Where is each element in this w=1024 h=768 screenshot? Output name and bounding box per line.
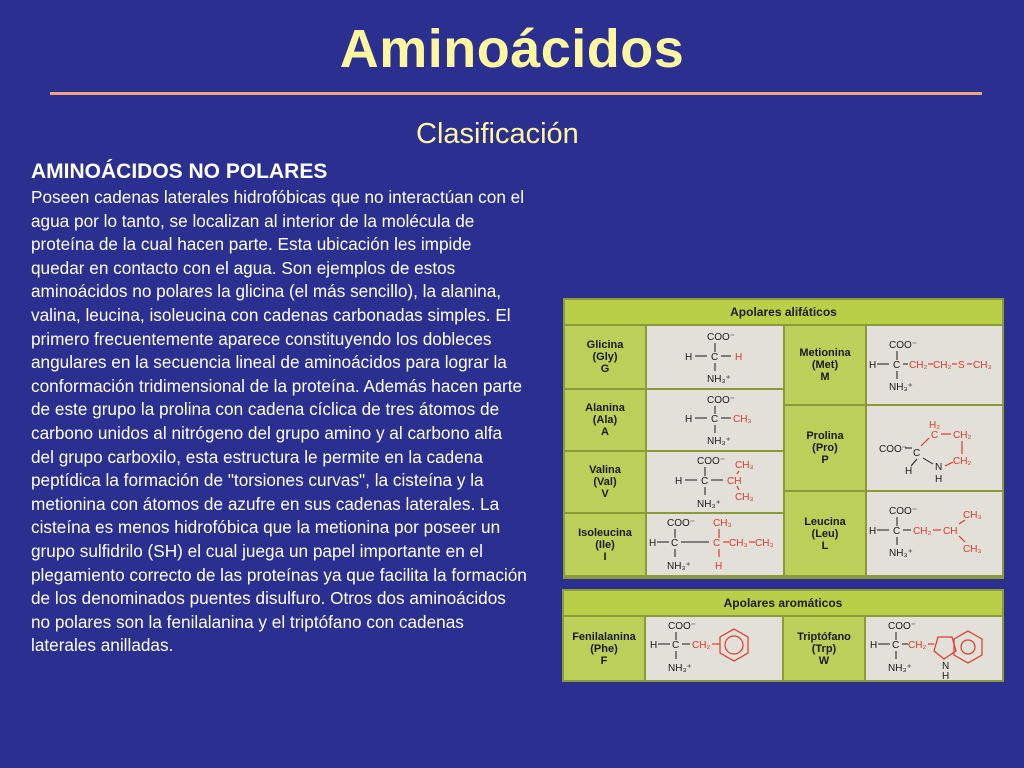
h2-label: H₂ bbox=[929, 420, 941, 431]
amino-acid-name: Isoleucina bbox=[578, 526, 632, 539]
c-label: C bbox=[892, 640, 900, 651]
amino-acid-code: G bbox=[600, 363, 610, 375]
amino-acid-abbr: (Leu) bbox=[811, 527, 839, 540]
amino-acid-code: P bbox=[821, 454, 829, 466]
nh3-label: NH₃⁺ bbox=[888, 663, 912, 674]
slide-title: Aminoácidos bbox=[339, 19, 685, 79]
n-label: N bbox=[935, 462, 943, 473]
ch3-label: CH₃ bbox=[729, 538, 748, 549]
ch3-label: CH₃ bbox=[735, 492, 754, 503]
ch3-label: CH₃ bbox=[963, 544, 982, 555]
h-label: H bbox=[869, 526, 877, 537]
c-label: C bbox=[931, 430, 939, 441]
h-label: H bbox=[942, 671, 950, 679]
ch2-label: CH₂ bbox=[909, 360, 928, 371]
amino-acid-name-cell bbox=[784, 617, 866, 680]
table-row-valina bbox=[565, 452, 785, 514]
amino-acid-name: Prolina bbox=[806, 430, 844, 442]
ch2-label: CH₂ bbox=[953, 430, 972, 441]
c-sidechain-label: C bbox=[713, 538, 721, 549]
ch3-sidechain-label: CH₃ bbox=[733, 414, 752, 425]
amino-acid-name: Alanina bbox=[585, 402, 625, 414]
nh3-label: NH₃⁺ bbox=[667, 561, 691, 572]
ch-label: CH bbox=[727, 476, 742, 487]
coo-label: COO⁻ bbox=[889, 506, 918, 517]
coo-label: COO⁻ bbox=[667, 518, 696, 529]
amino-acid-name-cell bbox=[785, 406, 867, 492]
aromatic-amino-acids-table bbox=[562, 589, 1004, 682]
amino-acid-abbr: (Phe) bbox=[590, 642, 618, 655]
c-label: C bbox=[671, 538, 679, 549]
h-label: H bbox=[869, 360, 877, 371]
amino-acid-name-cell bbox=[565, 452, 647, 514]
phenylalanine-structure bbox=[646, 617, 784, 680]
ch3-label: CH₃ bbox=[973, 360, 992, 371]
ch3-label: CH₃ bbox=[755, 538, 774, 549]
aromatic-table-header: Apolares aromáticos bbox=[564, 591, 1002, 617]
table-row-glicina bbox=[565, 326, 785, 390]
c-label: C bbox=[701, 476, 709, 487]
amino-acid-abbr: (Ala) bbox=[592, 414, 618, 426]
aliphatic-table-header: Apolares alifáticos bbox=[565, 300, 1002, 326]
amino-acid-abbr: (Met) bbox=[811, 359, 839, 371]
h-label: H bbox=[935, 474, 943, 485]
ch2-label: CH₂ bbox=[933, 360, 952, 371]
amino-acid-name: Valina bbox=[589, 464, 621, 476]
coo-label: COO⁻ bbox=[889, 340, 918, 351]
coo-label: COO⁻ bbox=[697, 456, 726, 467]
amino-acid-abbr: (Gly) bbox=[592, 351, 618, 363]
c-label: C bbox=[913, 448, 921, 459]
h-label: H bbox=[649, 538, 657, 549]
table-row-leucina bbox=[785, 492, 1002, 577]
amino-acid-name-cell bbox=[564, 617, 646, 680]
h-sidechain-label: H bbox=[735, 352, 743, 363]
c-label: C bbox=[711, 414, 719, 425]
amino-acid-code: F bbox=[600, 654, 608, 667]
methionine-structure bbox=[867, 326, 1002, 406]
amino-acid-name: Leucina bbox=[804, 515, 846, 528]
coo-label: COO⁻ bbox=[888, 621, 917, 632]
amino-acid-abbr: (Trp) bbox=[811, 642, 837, 655]
coo-label: COO⁻ bbox=[707, 332, 736, 343]
amino-acid-code: I bbox=[603, 550, 607, 563]
ch3-label: CH₃ bbox=[735, 460, 754, 471]
amino-acid-code: A bbox=[601, 426, 609, 438]
indole-ring-icon bbox=[934, 637, 956, 659]
nh3-label: NH₃⁺ bbox=[707, 436, 731, 447]
amino-acid-name-cell bbox=[785, 326, 867, 406]
c-label: C bbox=[893, 526, 901, 537]
slide-subtitle: Clasificación bbox=[416, 118, 579, 150]
c-label: C bbox=[711, 352, 719, 363]
alanine-structure bbox=[647, 390, 785, 452]
leucine-structure bbox=[867, 492, 1002, 577]
amino-acid-code: W bbox=[818, 654, 830, 667]
amino-acid-name: Metionina bbox=[799, 347, 851, 359]
ch2-label: CH₂ bbox=[692, 640, 711, 651]
coo-label: COO⁻ bbox=[668, 621, 697, 632]
glycine-structure bbox=[647, 326, 785, 390]
h-label: H bbox=[715, 561, 723, 572]
table-row-prolina bbox=[785, 406, 1002, 492]
nh3-label: NH₃⁺ bbox=[697, 499, 721, 510]
table-row-triptofano bbox=[784, 617, 1002, 680]
section-heading: AMINOÁCIDOS NO POLARES bbox=[31, 160, 328, 183]
h-label: H bbox=[905, 466, 913, 477]
amino-acid-abbr: (Pro) bbox=[812, 442, 838, 454]
amino-acid-abbr: (Val) bbox=[593, 476, 617, 488]
ch3-label: CH₃ bbox=[713, 518, 732, 529]
aliphatic-amino-acids-table bbox=[563, 298, 1004, 579]
table-row-alanina bbox=[565, 390, 785, 452]
nh3-label: NH₃⁺ bbox=[889, 548, 913, 559]
amino-acid-name-cell bbox=[785, 492, 867, 577]
amino-acid-name: Triptófano bbox=[797, 630, 851, 643]
tryptophan-structure bbox=[866, 617, 1002, 680]
amino-acid-name-cell bbox=[565, 514, 647, 577]
ch2-label: CH₂ bbox=[953, 456, 972, 467]
s-label: S bbox=[958, 360, 965, 371]
valine-structure bbox=[647, 452, 785, 514]
ch-label: CH bbox=[943, 526, 958, 537]
c-label: C bbox=[893, 360, 901, 371]
isoleucine-structure bbox=[647, 514, 785, 577]
body-paragraph: Poseen cadenas laterales hidrofóbicas que no interactúan con el agua por lo tanto, se localizan al interior de la molécula de proteína de la cual hacen parte. Esta ubicación les impide quedar en contacto con el agua. Son ejemplos de estos aminoácidos no polares la glicina (el más sencillo), la alanina, valina, leucina, isoleucina con cadenas carbonadas simples. El primero frecuentemente aparece constituyendo los dobleces angulares en la secuencia lineal de aminoácidos para lograr la conformación tridimensional de la proteína. Además hacen parte de este grupo la prolina con cadena cíclica de tres átomos de carbono unidos al nitrógeno del grupo amino y al carbono alfa del grupo carboxilo, esta estructura le permite en la cadena peptídica la formación de "torsiones curvas", la cisteína y la metionina con átomos de azufre en sus cadenas laterales. La cisteína es menos hidrofóbica que la metionina por poseer un grupo sulfidrilo (SH) el cual juega un papel importante en el plegamiento correcto de las proteínas ya que facilita la formación de los denominados puentes disulfuro. Otros dos aminoácidos no polares son la fenilalanina y el triptófano con cadenas laterales anilladas. bbox=[31, 187, 527, 656]
coo-label: COO⁻ bbox=[879, 444, 908, 455]
amino-acid-code: L bbox=[821, 539, 829, 552]
c-label: C bbox=[672, 640, 680, 651]
amino-acid-name-cell bbox=[565, 326, 647, 390]
h-label: H bbox=[685, 414, 693, 425]
ch2-label: CH₂ bbox=[913, 526, 932, 537]
proline-structure bbox=[867, 406, 1002, 492]
amino-acid-name-cell bbox=[565, 390, 647, 452]
table-row-isoleucina bbox=[565, 514, 785, 577]
nh3-label: NH₃⁺ bbox=[889, 382, 913, 393]
ch3-label: CH₃ bbox=[963, 510, 982, 521]
amino-acid-code: V bbox=[601, 488, 609, 500]
amino-acid-name: Fenilalanina bbox=[572, 630, 636, 643]
benzene-ring-icon bbox=[720, 629, 748, 661]
table-row-metionina bbox=[785, 326, 1002, 406]
amino-acid-name: Glicina bbox=[586, 339, 624, 351]
amino-acid-code: M bbox=[820, 371, 830, 383]
nh3-label: NH₃⁺ bbox=[707, 374, 731, 385]
amino-acid-abbr: (Ile) bbox=[595, 538, 615, 551]
table-row-fenilalanina bbox=[564, 617, 784, 680]
h-label: H bbox=[650, 640, 658, 651]
h-label: H bbox=[675, 476, 683, 487]
coo-label: COO⁻ bbox=[707, 395, 736, 406]
ch2-label: CH₂ bbox=[908, 640, 927, 651]
h-label: H bbox=[685, 352, 693, 363]
n-label: N bbox=[942, 661, 950, 672]
h-label: H bbox=[870, 640, 878, 651]
title-divider bbox=[50, 92, 982, 95]
nh3-label: NH₃⁺ bbox=[668, 663, 692, 674]
